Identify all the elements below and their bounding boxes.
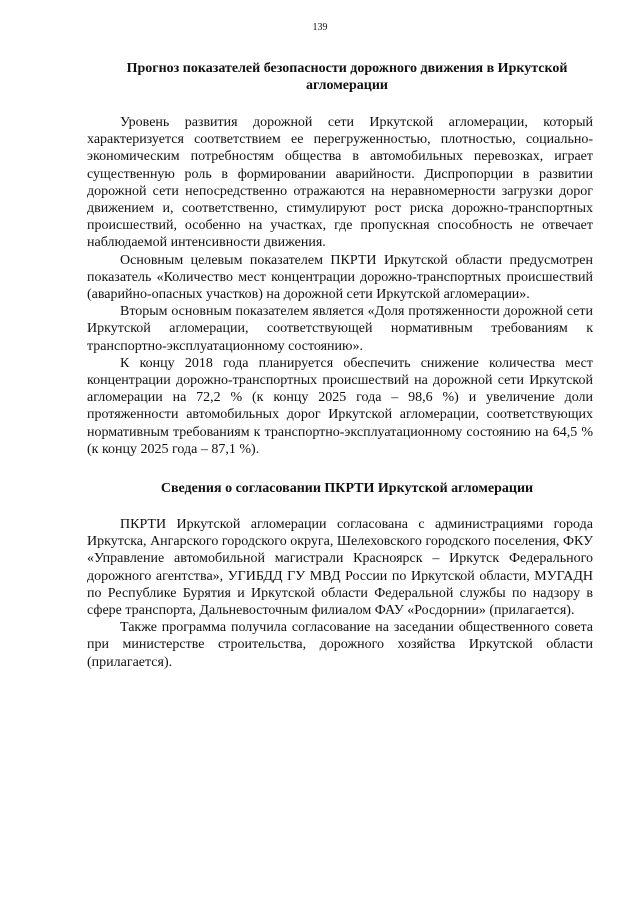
page-content [87, 60, 593, 671]
paragraph: Вторым основным показателем является «Доля протяженности дорожной сети Иркутской агломерации, соответствующей нормативным требованиям к транспортно-эксплуатационному состоянию». [87, 304, 593, 354]
page-number: 139 [312, 22, 328, 33]
paragraph: Также программа получила согласование на заседании общественного совета при министерстве строительства, дорожного хозяйства Иркутской области (прилагается). [87, 620, 593, 670]
section-title-forecast: Прогноз показателей безопасности дорожного движения в Иркутской агломерации [126, 61, 568, 93]
paragraph: К концу 2018 года планируется обеспечить снижение количества мест концентрации дорожно-транспортных происшествий на дорожной сети Иркутской агломерации на 72,2 % (к концу 2025 года – 98,6 %) и увеличение доли протяженности автомобильных дорог Иркутской агломерации, соответствующих нормативным требованиям к транспортно-эксплуатационному состоянию на 64,5 % (к концу 2025 года – 87,1 %). [87, 355, 593, 457]
paragraph: Уровень развития дорожной сети Иркутской агломерации, который характеризуется соответствием ее перегруженностью, плотностью, социально-экономическим потребностям общества в автомобильных перевозках, играет существенную роль в формировании аварийности. Диспропорции в развитии дорожной сети непосредственно отражаются на неравномерности загрузки дорог движением и, соответственно, стимулируют рост риска дорожно-транспортных происшествий, особенно на участках, где пропускная способность не отвечает наблюдаемой интенсивности движения. [87, 115, 593, 251]
paragraph: ПКРТИ Иркутской агломерации согласована с администрациями города Иркутска, Ангарского городского округа, Шелеховского городского поселения, ФКУ «Управление автомобильной магистрали Красноярск – Иркутск Федерального дорожного агентства», УГИБДД ГУ МВД России по Иркутской области, МУГАДН по Республике Бурятия и Иркутской области Федеральной службы по надзору в сфере транспорта, Дальневосточным филиалом ФАУ «Росдорнии» (прилагается). [87, 517, 593, 619]
section-title-approval: Сведения о согласовании ПКРТИ Иркутской агломерации [160, 481, 534, 497]
paragraph: Основным целевым показателем ПКРТИ Иркутской области предусмотрен показатель «Количество мест концентрации дорожно-транспортных происшествий (аварийно-опасных участков) на дорожной сети Иркутской агломерации». [87, 252, 593, 303]
